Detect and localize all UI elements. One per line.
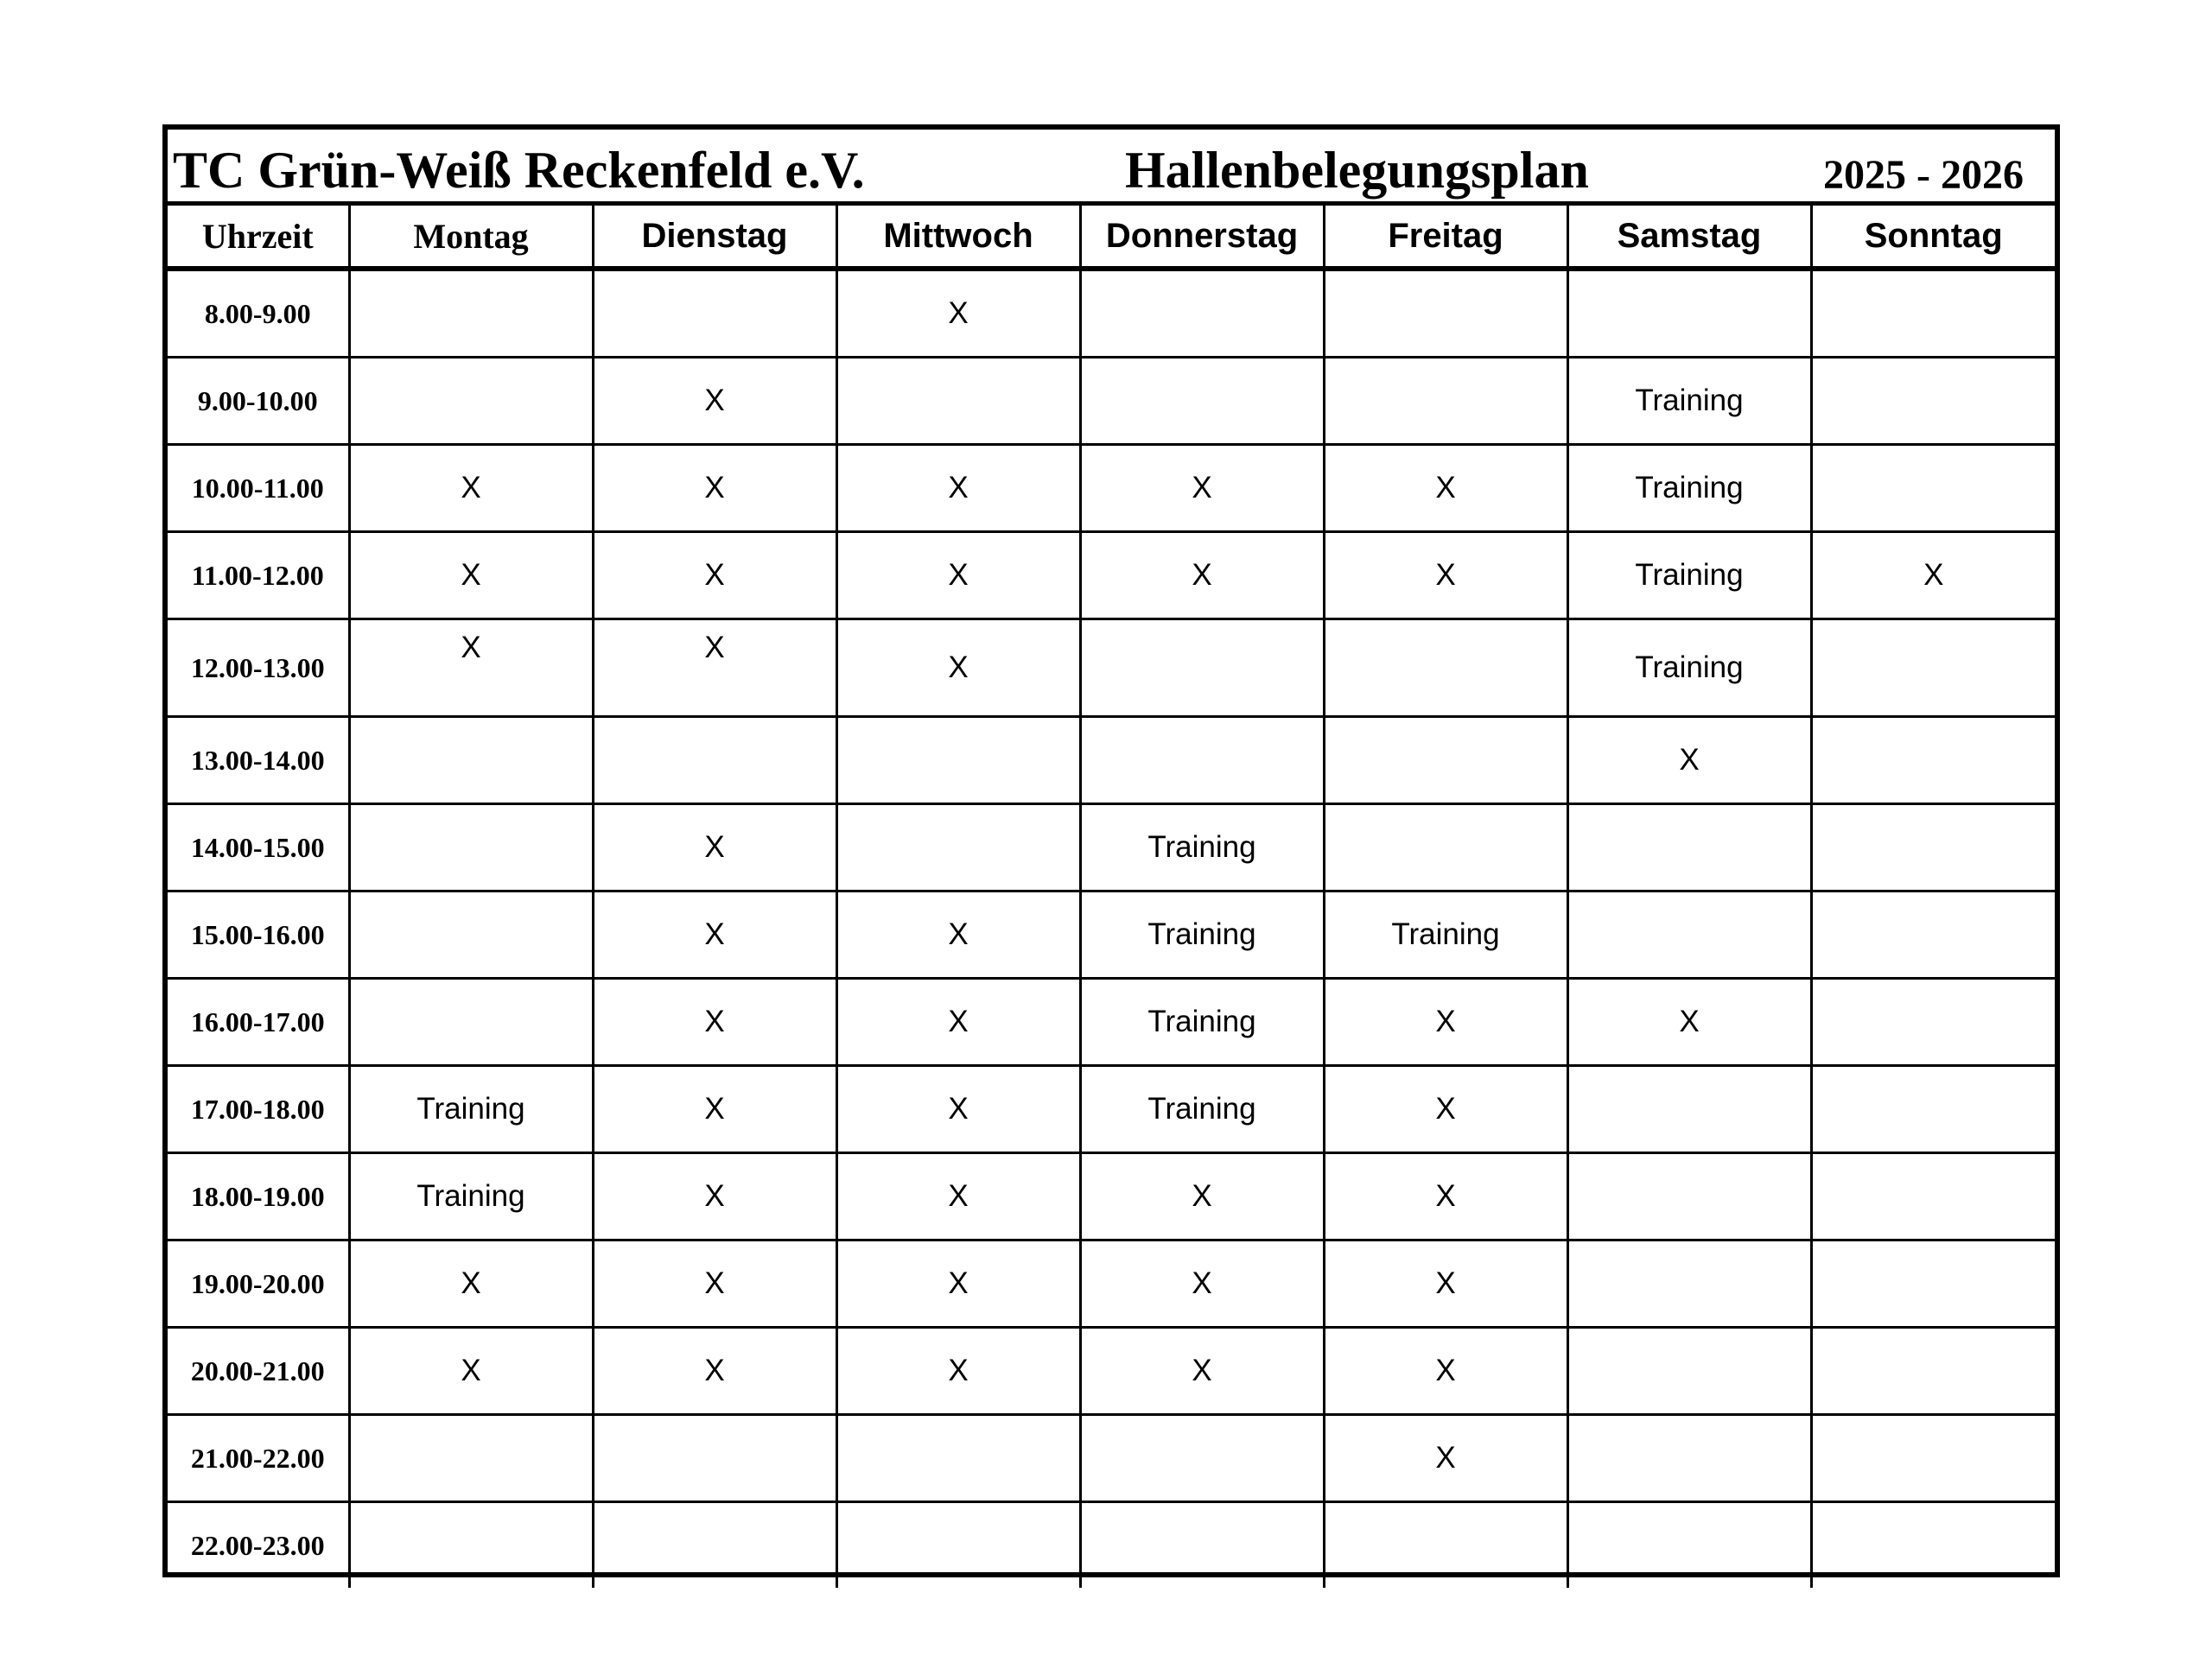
booking-cell: X xyxy=(836,1066,1080,1153)
booking-cell xyxy=(1324,717,1567,804)
booking-cell xyxy=(1080,717,1324,804)
booking-cell: Training xyxy=(1080,979,1324,1066)
time-slot: 10.00-11.00 xyxy=(168,445,349,532)
booking-cell xyxy=(836,1415,1080,1502)
booking-cell xyxy=(1811,891,2055,979)
booking-cell xyxy=(349,1415,593,1502)
header-row xyxy=(168,206,2055,269)
booking-cell xyxy=(1567,804,1811,891)
booking-cell: X xyxy=(1324,1328,1567,1415)
booking-cell xyxy=(1324,804,1567,891)
booking-cell xyxy=(1567,269,1811,358)
column-header-montag: Montag xyxy=(349,206,593,269)
table-row xyxy=(168,717,2055,804)
booking-cell: X xyxy=(593,1153,836,1240)
time-slot: 18.00-19.00 xyxy=(168,1153,349,1240)
booking-cell xyxy=(1324,269,1567,358)
booking-cell: X xyxy=(349,1328,593,1415)
booking-cell xyxy=(1080,269,1324,358)
booking-cell xyxy=(1567,1240,1811,1328)
booking-cell: X xyxy=(349,445,593,532)
booking-cell: X xyxy=(1080,1240,1324,1328)
booking-cell: X xyxy=(349,619,593,717)
booking-cell xyxy=(1811,1328,2055,1415)
booking-cell: Training xyxy=(1324,891,1567,979)
booking-cell xyxy=(1080,1415,1324,1502)
time-slot: 22.00-23.00 xyxy=(168,1502,349,1589)
booking-cell: Training xyxy=(1567,358,1811,445)
booking-cell: Training xyxy=(349,1153,593,1240)
booking-cell: X xyxy=(1080,532,1324,619)
schedule-sheet xyxy=(162,124,2060,1577)
booking-cell xyxy=(349,1502,593,1589)
plan-title: Hallenbelegungsplan xyxy=(1125,142,1589,199)
table-row xyxy=(168,1415,2055,1502)
booking-cell: X xyxy=(836,619,1080,717)
column-header-sonntag: Sonntag xyxy=(1811,206,2055,269)
booking-cell: X xyxy=(593,979,836,1066)
table-row xyxy=(168,804,2055,891)
booking-cell: X xyxy=(836,979,1080,1066)
time-slot: 17.00-18.00 xyxy=(168,1066,349,1153)
column-header-time: Uhrzeit xyxy=(168,206,349,269)
booking-cell xyxy=(349,891,593,979)
season-label: 2025 - 2026 xyxy=(1823,152,2024,198)
time-slot: 11.00-12.00 xyxy=(168,532,349,619)
table-row xyxy=(168,445,2055,532)
table-row xyxy=(168,1153,2055,1240)
club-name: TC Grün-Weiß Reckenfeld e.V. xyxy=(173,142,865,199)
booking-cell xyxy=(1811,717,2055,804)
booking-cell: X xyxy=(349,532,593,619)
booking-cell: X xyxy=(1080,445,1324,532)
booking-cell xyxy=(349,269,593,358)
time-slot: 16.00-17.00 xyxy=(168,979,349,1066)
column-header-dienstag: Dienstag xyxy=(593,206,836,269)
booking-cell xyxy=(1811,358,2055,445)
booking-cell xyxy=(349,979,593,1066)
booking-cell: X xyxy=(1567,979,1811,1066)
booking-cell xyxy=(1811,619,2055,717)
booking-cell xyxy=(1811,1502,2055,1589)
booking-cell: X xyxy=(1080,1153,1324,1240)
booking-cell xyxy=(1080,358,1324,445)
booking-cell: X xyxy=(593,891,836,979)
booking-cell: X xyxy=(349,1240,593,1328)
booking-cell xyxy=(836,717,1080,804)
booking-cell xyxy=(593,1502,836,1589)
booking-cell: X xyxy=(593,445,836,532)
booking-cell xyxy=(1811,1153,2055,1240)
booking-cell: X xyxy=(593,1328,836,1415)
title-bar xyxy=(168,130,2055,206)
booking-cell xyxy=(1567,1415,1811,1502)
booking-cell xyxy=(1567,1153,1811,1240)
table-row xyxy=(168,269,2055,358)
booking-cell: X xyxy=(1811,532,2055,619)
booking-cell xyxy=(349,717,593,804)
booking-cell: Training xyxy=(1567,532,1811,619)
booking-cell: X xyxy=(1324,979,1567,1066)
booking-cell xyxy=(1811,269,2055,358)
booking-cell xyxy=(836,1502,1080,1589)
booking-cell xyxy=(1811,1240,2055,1328)
booking-cell xyxy=(593,717,836,804)
booking-cell: Training xyxy=(1080,891,1324,979)
schedule-body xyxy=(168,269,2055,1588)
booking-cell xyxy=(836,358,1080,445)
table-row xyxy=(168,979,2055,1066)
booking-cell xyxy=(1324,1502,1567,1589)
booking-cell xyxy=(1324,619,1567,717)
time-slot: 12.00-13.00 xyxy=(168,619,349,717)
booking-cell: X xyxy=(593,358,836,445)
booking-cell: X xyxy=(836,891,1080,979)
booking-cell: X xyxy=(836,445,1080,532)
booking-cell: X xyxy=(1324,1415,1567,1502)
table-row xyxy=(168,532,2055,619)
booking-cell xyxy=(1811,804,2055,891)
booking-cell: X xyxy=(1324,1153,1567,1240)
booking-cell: X xyxy=(593,532,836,619)
table-row xyxy=(168,1502,2055,1589)
booking-cell: Training xyxy=(1567,619,1811,717)
booking-cell xyxy=(1567,1502,1811,1589)
booking-cell: X xyxy=(1324,445,1567,532)
booking-cell xyxy=(836,804,1080,891)
booking-cell: X xyxy=(593,1240,836,1328)
table-row xyxy=(168,1328,2055,1415)
table-row xyxy=(168,358,2055,445)
booking-cell xyxy=(1080,619,1324,717)
schedule-table xyxy=(168,206,2055,1588)
time-slot: 20.00-21.00 xyxy=(168,1328,349,1415)
booking-cell: X xyxy=(836,1153,1080,1240)
column-header-freitag: Freitag xyxy=(1324,206,1567,269)
booking-cell xyxy=(1811,1066,2055,1153)
column-header-samstag: Samstag xyxy=(1567,206,1811,269)
table-row xyxy=(168,1240,2055,1328)
booking-cell xyxy=(1080,1502,1324,1589)
booking-cell: X xyxy=(836,269,1080,358)
booking-cell: X xyxy=(1080,1328,1324,1415)
booking-cell xyxy=(1567,891,1811,979)
booking-cell: X xyxy=(593,804,836,891)
booking-cell: X xyxy=(1324,532,1567,619)
booking-cell: Training xyxy=(1080,804,1324,891)
booking-cell: X xyxy=(1324,1066,1567,1153)
table-row xyxy=(168,619,2055,717)
booking-cell xyxy=(593,269,836,358)
booking-cell xyxy=(1811,445,2055,532)
column-header-mittwoch: Mittwoch xyxy=(836,206,1080,269)
table-row xyxy=(168,1066,2055,1153)
booking-cell: X xyxy=(593,619,836,717)
booking-cell xyxy=(349,358,593,445)
time-slot: 15.00-16.00 xyxy=(168,891,349,979)
booking-cell: X xyxy=(836,1240,1080,1328)
time-slot: 19.00-20.00 xyxy=(168,1240,349,1328)
booking-cell xyxy=(1567,1328,1811,1415)
table-row xyxy=(168,891,2055,979)
booking-cell: Training xyxy=(349,1066,593,1153)
booking-cell: X xyxy=(1324,1240,1567,1328)
booking-cell: X xyxy=(593,1066,836,1153)
booking-cell xyxy=(1811,1415,2055,1502)
booking-cell: X xyxy=(1567,717,1811,804)
booking-cell xyxy=(593,1415,836,1502)
time-slot: 9.00-10.00 xyxy=(168,358,349,445)
booking-cell: Training xyxy=(1080,1066,1324,1153)
booking-cell: X xyxy=(836,1328,1080,1415)
booking-cell: Training xyxy=(1567,445,1811,532)
booking-cell: X xyxy=(836,532,1080,619)
column-header-donnerstag: Donnerstag xyxy=(1080,206,1324,269)
time-slot: 13.00-14.00 xyxy=(168,717,349,804)
time-slot: 21.00-22.00 xyxy=(168,1415,349,1502)
time-slot: 8.00-9.00 xyxy=(168,269,349,358)
booking-cell xyxy=(349,804,593,891)
booking-cell xyxy=(1324,358,1567,445)
booking-cell xyxy=(1567,1066,1811,1153)
time-slot: 14.00-15.00 xyxy=(168,804,349,891)
booking-cell xyxy=(1811,979,2055,1066)
